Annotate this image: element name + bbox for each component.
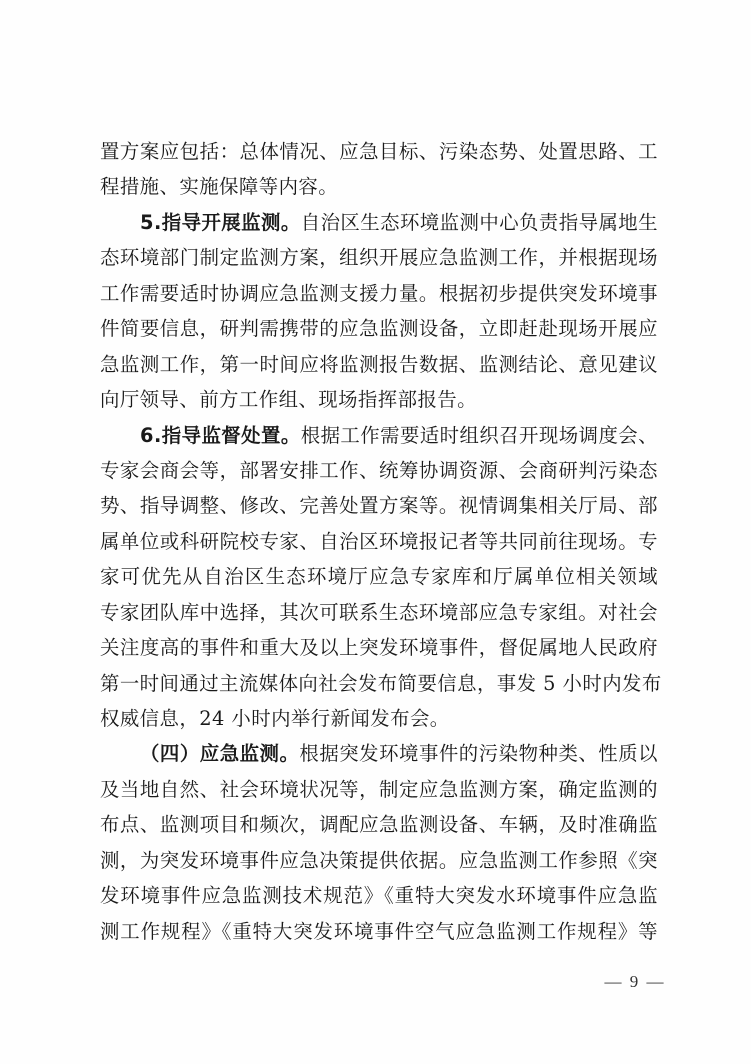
text-line-22: 发环境事件应急监测技术规范》《重特大突发水环境事件应急监 xyxy=(100,884,658,908)
text-line-2: 程措施、实施保障等内容。 xyxy=(100,175,339,199)
body-text xyxy=(100,134,662,949)
section-heading-emergency-monitoring: （四）应急监测。 xyxy=(140,742,300,766)
text-line-4: 态环境部门制定监测方案，组织开展应急监测工作，并根据现场 xyxy=(100,246,658,270)
section-heading-line-4 xyxy=(100,736,658,771)
text-line-23: 测工作规程》《重特大突发环境事件空气应急监测工作规程》等 xyxy=(100,919,658,943)
section-heading-line-6 xyxy=(100,418,658,453)
text-line-11: 势、指导调整、修改、完善处置方案等。视情调集相关厅局、部 xyxy=(100,494,658,518)
section-6-text: 根据工作需要适时组织召开现场调度会、 xyxy=(300,423,658,447)
section-5-text: 自治区生态环境监测中心负责指导属地生 xyxy=(300,210,658,234)
text-line-12: 属单位或科研院校专家、自治区环境报记者等共同前往现场。专 xyxy=(100,529,658,553)
section-heading-5: 5.指导开展监测。 xyxy=(140,210,301,234)
text-line-1: 置方案应包括：总体情况、应急目标、污染态势、处置思路、工 xyxy=(100,140,658,163)
section-heading-line-5 xyxy=(100,205,658,240)
text-line-5: 工作需要适时协调应急监测支援力量。根据初步提供突发环境事 xyxy=(100,281,658,305)
text-line-21: 测，为突发环境事件应急决策提供依据。应急监测工作参照《突 xyxy=(100,848,658,872)
page-number: — 9 — xyxy=(604,972,666,991)
text-line-14: 专家团队库中选择，其次可联系生态环境部应急专家组。对社会 xyxy=(100,600,658,624)
section-4-text: 根据突发环境事件的污染物种类、性质以 xyxy=(299,742,658,766)
text-line-19: 及当地自然、社会环境状况等，制定应急监测方案，确定监测的 xyxy=(100,777,658,801)
text-line-16: 第一时间通过主流媒体向社会发布简要信息，事发 5 小时内发布 xyxy=(100,671,662,695)
text-line-15: 关注度高的事件和重大及以上突发环境事件，督促属地人民政府 xyxy=(100,636,658,660)
text-line-20: 布点、监测项目和频次，调配应急监测设备、车辆，及时准确监 xyxy=(100,813,658,837)
text-line-6: 件简要信息，研判需携带的应急监测设备，立即赶赴现场开展应 xyxy=(100,317,658,341)
section-heading-6: 6.指导监督处置。 xyxy=(140,423,301,447)
text-line-8: 向厅领导、前方工作组、现场指挥部报告。 xyxy=(100,388,477,412)
text-line-7: 急监测工作，第一时间应将监测报告数据、监测结论、意见建议 xyxy=(100,352,658,376)
text-line-13: 家可优先从自治区生态环境厅应急专家库和厅属单位相关领域 xyxy=(100,565,658,589)
text-line-10: 专家会商会等，部署安排工作、统筹协调资源、会商研判污染态 xyxy=(100,458,658,482)
text-line-17: 权威信息，24 小时内举行新闻发布会。 xyxy=(100,707,450,730)
